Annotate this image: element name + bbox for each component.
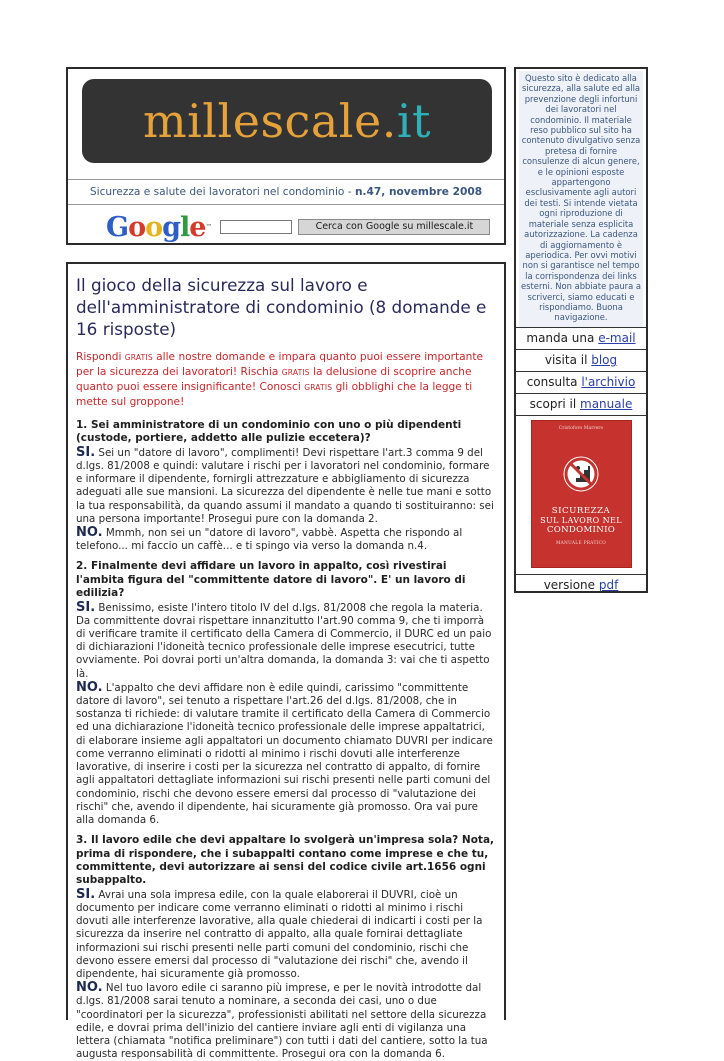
yes-label: SI. <box>76 599 96 615</box>
intro-gratis-3: GRATIS <box>304 383 333 392</box>
logo-dot: . <box>381 94 397 148</box>
search-input[interactable] <box>220 220 292 234</box>
no-label: NO. <box>76 679 103 695</box>
answer-yes-1 <box>76 446 496 526</box>
answer-no-text: Mmmh, non sei un "datore di lavoro", vabbè. Aspetta che rispondo al telefono... mi faccio un caffè... e ti spingo via verso la domanda n.4. <box>76 527 463 553</box>
book-title-line-2: SUL LAVORO NEL <box>540 516 622 525</box>
sidebar-item-archive <box>516 371 646 393</box>
intro-text-3: la delusione di scoprire anche quanto puoi essere insignificante! Conosci <box>76 366 472 393</box>
google-logo: Google <box>106 211 206 243</box>
header-box <box>66 67 506 245</box>
intro-text-2: alle nostre domande e impara quanto puoi essere importante per la sicurezza dei lavoratori! Rischia <box>76 351 484 378</box>
answer-no-1 <box>76 526 496 553</box>
intro-text-4: gli obblighi che la legge ti mette sul groppone! <box>76 381 473 408</box>
answer-no-text: L'appalto che devi affidare non è edile quindi, carissimo "committente datore di lavoro", sei tenuto a rispettare l'art.26 del d.lgs. 81/2008, che in sostanza ti richiede: di valutare tramite il certificato della Camera di Commercio ed una dichiarazione l'idoneità tecnico professionale delle imprese appaltatrici, di elaborare insieme agli appaltatori un documento chiamato DUVRI per indicare come verranno eliminati o ridotti al minimo i rischi dovuti alle interferenze lavorative, di inserire i costi per la sicurezza nel contratto di appalto, di fornire agli appaltatori dettagliate informazioni sui rischi presenti nelle parti comuni del condominio, rischi che devono essere emersi dal processo di "valutazione dei rischi" che, avendo il dipendente, hai sicuramente già promosso. Ora vai pure alla domanda 6. <box>76 681 493 826</box>
sidebar-item-prefix: scopri il <box>529 397 581 411</box>
no-label: NO. <box>76 980 103 996</box>
question-block-1 <box>76 419 496 553</box>
email-link[interactable]: e-mail <box>598 331 636 345</box>
book-cover-wrap <box>516 415 646 574</box>
answer-yes-text: Benissimo, esiste l'intero titolo IV del d.lgs. 81/2008 che regola la materia. Da committente dovrai rispettare innanzitutto l'art.90 comma 9, che ti imporrà di verificare tramite il certificato della Camera di Commercio, il DURC ed un paio di dichiarazioni l'idoneità tecnico professionale delle imprese esecutrici, tutte ovviamente. Poi dovrai porti un'altra domanda, la domanda 3: vai che ti aspetto là. <box>76 601 492 680</box>
google-search-row <box>106 209 490 245</box>
sidebar-item-manual <box>516 393 646 415</box>
no-stairs-sign-icon <box>561 454 601 494</box>
logo-tld: it <box>396 94 432 148</box>
logo-main: millescale <box>142 94 382 148</box>
answer-no-3 <box>76 981 496 1061</box>
question-block-2 <box>76 560 496 827</box>
answer-yes-text: Sei un "datore di lavoro", complimenti! Devi rispettare l'art.3 comma 9 del d.lgs. 81/2008 e quindi: valutare i rischi per i lavoratori nel condominio, formare e informare il dipendente, fornirgli attrezzature e abbigliamento di sicurezza adeguati alle sue mansioni. La sicurezza del dipendente è nelle tue mani e sotto la tua responsabilità, da quando assumi il mandato a quando ti sostituiranno: sei una persona importante! Prosegui pure con la domanda 2. <box>76 446 494 525</box>
book-title-line-1: SICUREZZA <box>551 506 611 516</box>
book-cover[interactable] <box>531 420 632 568</box>
sidebar-item-prefix: versione <box>543 578 599 592</box>
sidebar-item-prefix: consulta <box>526 375 582 389</box>
book-title-line-3: CONDOMINIO <box>546 525 616 535</box>
issue-number: n.47, novembre 2008 <box>354 186 483 198</box>
yes-label: SI. <box>76 444 96 460</box>
answer-yes-2 <box>76 601 496 681</box>
answer-no-2 <box>76 681 496 827</box>
article-box <box>66 262 506 1061</box>
intro-gratis-2: GRATIS <box>281 368 310 377</box>
issue-line <box>68 179 504 205</box>
blog-link[interactable]: blog <box>591 353 618 367</box>
book-author: Cristoforo Marrero <box>558 426 604 431</box>
question-1: 1. Sei amministratore di un condominio con uno o più dipendenti (custode, portiere, addetto alle pulizie eccetera)? <box>76 419 462 445</box>
answer-yes-text: Avrai una sola impresa edile, con la quale elaborerai il DUVRI, cioè un documento per indicare come verranno eliminati o ridotti al minimo i rischi dovuti alle interferenze lavorative, alla quale chiederai di indicarti i costi per la sicurezza da inserire nel contratto di appalto, alla quale fornirai dettagliate informazioni sui rischi presenti nelle parti comuni del condominio, rischi che devono essere emersi dal processo di "valutazione dei rischi" che, avendo il dipendente, hai sicuramente già promosso. <box>76 888 483 980</box>
sidebar <box>514 67 648 593</box>
no-label: NO. <box>76 525 103 541</box>
sidebar-item-email <box>516 327 646 349</box>
site-description: Questo sito è dedicato alla sicurezza, alla salute ed alla prevenzione degli infortuni dei lavoratori nel condominio. Il materiale reso pubblico sul sito ha contenuto divulgativo senza pretesa di fornire consulenze di alcun genere, e le opinioni esposte appartengono esclusivamente agli autori dei testi. Si intende vietata ogni riproduzione di materiale senza esplicita autorizzazione. La cadenza di aggiornamento è aperiodica. Per ovvi motivi non si garantisce nel tempo la corrispondenza dei links esterni. Non abbiate paura a scriverci, siamo educati e rispondiamo. Buona navigazione. <box>519 71 643 327</box>
intro-gratis-1: GRATIS <box>124 353 153 362</box>
sidebar-item-prefix: visita il <box>544 353 592 367</box>
book-subtitle: MANUALE PRATICO <box>555 541 607 546</box>
sidebar-item-prefix: manda una <box>526 331 599 345</box>
question-2: 2. Finalmente devi affidare un lavoro in appalto, così rivestirai l'ambita figura del "committente datore di lavoro". E' un lavoro di edilizia? <box>76 560 466 600</box>
question-block-3 <box>76 834 496 1061</box>
sidebar-item-blog <box>516 349 646 371</box>
intro-paragraph <box>76 350 496 409</box>
logo-text <box>142 94 432 148</box>
site-logo[interactable] <box>82 79 492 163</box>
yes-label: SI. <box>76 886 96 902</box>
tagline: Sicurezza e salute dei lavoratori nel condominio - <box>89 186 355 198</box>
answer-yes-3 <box>76 888 496 981</box>
answer-no-text: Nel tuo lavoro edile ci saranno più imprese, e per le novità introdotte dal d.lgs. 81/2008 sarai tenuto a nominare, a seconda dei casi, uno o due "coordinatori per la sicurezza", professionisti abilitati nel settore della sicurezza edile, e dovrai prima dell'inizio del cantiere inviare agli enti di vigilanza una lettera (chiamata "notifica preliminare") con tutti i dati del cantiere, sotto la tua augusta responsabilità di committente. Prosegui ora con la domanda 6. <box>76 982 488 1061</box>
question-3: 3. Il lavoro edile che devi appaltare lo svolgerà un'impresa sola? Nota, prima di rispondere, che i subappalti contano come imprese e che tu, committente, devi autorizzare ai sensi del codice civile art.1656 ogni subappalto. <box>76 834 495 887</box>
sidebar-item-pdf <box>516 574 646 596</box>
trademark-icon: ™ <box>205 223 213 231</box>
article-title: Il gioco della sicurezza sul lavoro e dell'amministratore di condominio (8 domande e 16 risposte) <box>76 275 487 339</box>
pdf-link[interactable]: pdf <box>598 578 619 592</box>
manual-link[interactable]: manuale <box>580 397 633 411</box>
archive-link[interactable]: l'archivio <box>581 375 636 389</box>
book-title <box>531 506 632 535</box>
search-button[interactable]: Cerca con Google su millescale.it <box>298 219 490 235</box>
intro-text-1: Rispondi <box>76 351 125 363</box>
